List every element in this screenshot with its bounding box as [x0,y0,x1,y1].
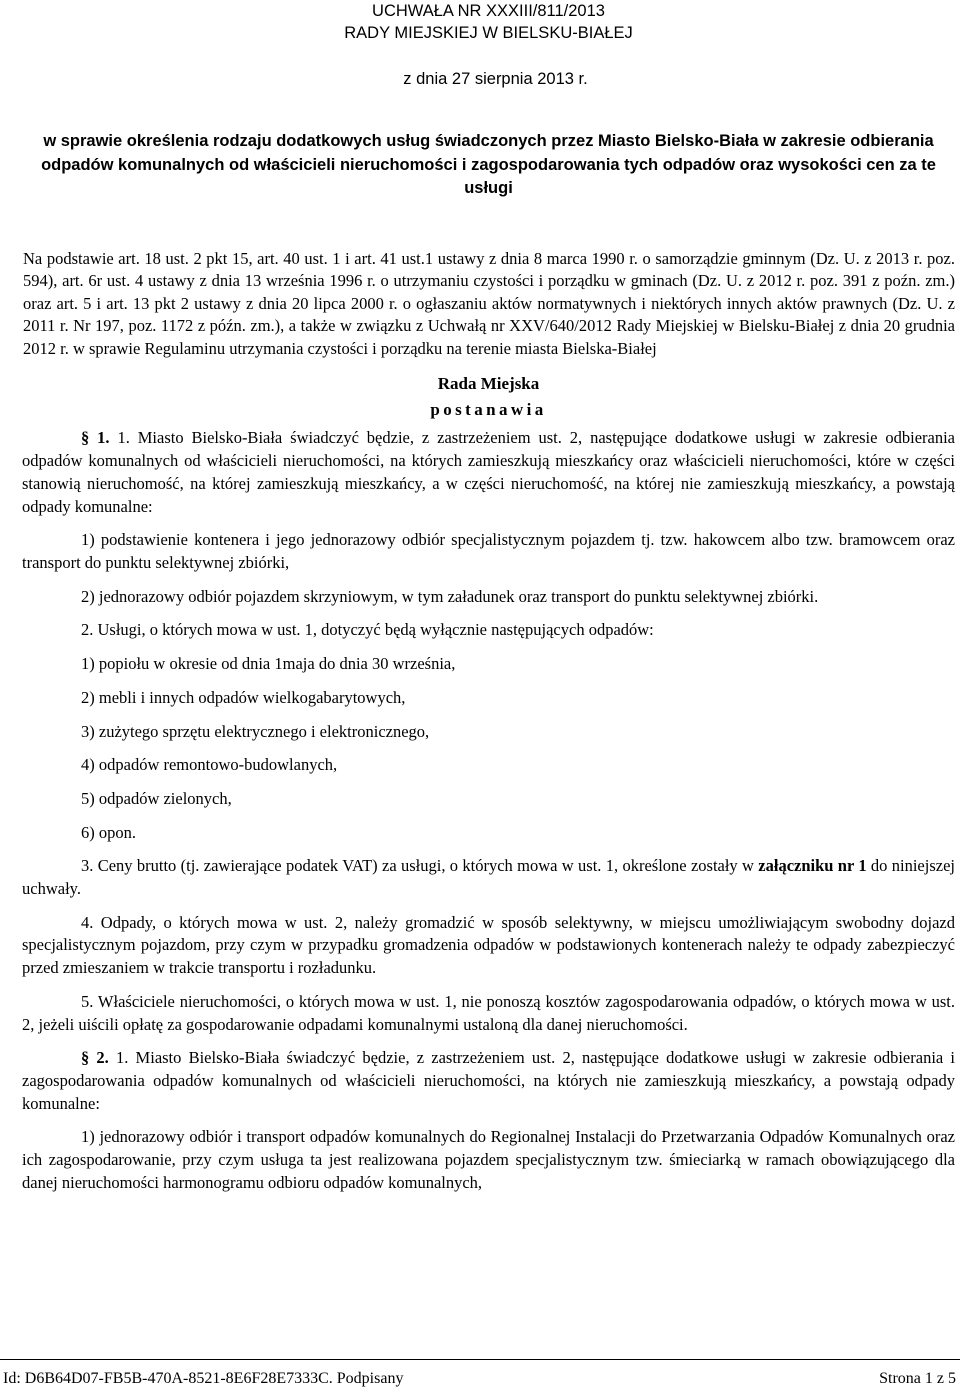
page-number: Strona 1 z 5 [879,1370,956,1387]
attachment-reference: załączniku nr 1 [758,856,867,876]
list-item: 2) mebli i innych odpadów wielkogabarytowych, [81,687,406,707]
council-decision [22,371,955,423]
list-item: 1) popiołu w okresie od dnia 1maja do dnia 30 września, [81,654,456,674]
section-1-number: § 1. [81,428,110,448]
list-item: 4) odpadów remontowo-budowlanych, [81,755,338,775]
section-2-p1-text: 1. Miasto Bielsko-Biała świadczyć będzie, z zastrzeżeniem ust. 2, następujące dodatkowe usługi w zakresie odbierania i zagospodarowania odpadów komunalnych od właścicieli nieruchomości, na których nie zamieszkują mieszkańcy, a powstają odpady komunalne: [22,1048,955,1113]
council-label: Rada Miejska [437,374,540,394]
section-1-paragraph-3 [22,855,955,900]
page-footer [0,1359,960,1392]
list-item: 2) jednorazowy odbiór pojazdem skrzyniowym, w tym załadunek oraz transport do punktu selektywnej zbiórki. [81,586,819,606]
list-item: 5) odpadów zielonych, [81,788,232,808]
section-2-paragraph-1 [22,1047,955,1115]
document-id: Id: D6B64D07-FB5B-470A-8521-8E6F28E7333C. Podpisany [3,1370,404,1387]
resolution-title: UCHWAŁA NR XXXIII/811/2013 [372,2,605,20]
list-item: 6) opon. [81,822,136,842]
legal-basis: Na podstawie art. 18 ust. 2 pkt 15, art. 40 ust. 1 i art. 41 ust.1 ustawy z dnia 8 marca 1990 r. o samorządzie gminnym (Dz. U. z 2013 r. poz. 594), art. 6r ust. 4 ustawy z dnia 13 września 1996 r. o utrzymaniu czystości i porządku w gminach (Dz. U. z 2012 r. poz. 391 z poźn. zm.) oraz art. 5 i art. 13 pkt 2 ustawy z dnia 20 lipca 2000 r. o ogłaszaniu aktów normatywnych i niektórych innych aktów prawnych (Dz. U. z 2011 r. Nr 197, poz. 1172 z późn. zm.), a także w związku z Uchwałą nr XXV/640/2012 Rady Miejskiej w Bielsku-Białej z dnia 20 grudnia 2012 r. w sprawie Regulaminu utrzymania czystości i porządku na terenie miasta Bielska-Białej [23,248,955,358]
resolution-date: z dnia 27 sierpnia 2013 r. [403,70,588,88]
resolution-subject: w sprawie określenia rodzaju dodatkowych usług świadczonych przez Miasto Bielsko-Biała w zakresie odbierania odpadów komunalnych od właścicieli nieruchomości i zagospodarowania tych odpadów oraz wysokości cen za te usługi [41,132,936,197]
document-page [22,0,955,1194]
section-1-paragraph-4: 4. Odpady, o których mowa w ust. 2, należy gromadzić w sposób selektywny, w miejscu umożliwiającym swobodny dojazd specjalistycznym pojazdom, przy czym w przypadku gromadzenia odpadów w podstawionych kontenerach należy te odpady zabezpieczyć przed zmieszaniem w trakcie transportu i rozładunku. [22,912,955,978]
list-item: 1) jednorazowy odbiór i transport odpadów komunalnych do Regionalnej Instalacji do Przetwarzania Odpadów Komunalnych oraz ich zagospodarowanie, przy czym usługa ta jest realizowana pojazdem specjalistycznym tzw. śmieciarką w ramach obowiązującego dla danej nieruchomości harmonogramu odbioru odpadów komunalnych, [22,1127,955,1192]
p3-text-end: do niniejszej uchwały. [22,856,955,899]
list-item: 3) zużytego sprzętu elektrycznego i elektronicznego, [81,721,430,741]
section-2-number: § 2. [81,1048,109,1068]
list-item: 1) podstawienie kontenera i jego jednorazowy odbiór specjalistycznym pojazdem tj. tzw. hakowcem albo tzw. bramowcem oraz transport do punktu selektywnej zbiórki, [22,530,955,572]
section-1-paragraph-5: 5. Właściciele nieruchomości, o których mowa w ust. 1, nie ponoszą kosztów zagospodarowania odpadów, o których mowa w ust. 2, jeżeli uiścili opłatę za gospodarowanie odpadami komunalnymi ustaloną dla danej nieruchomości. [22,991,955,1034]
section-1-p1-text: 1. Miasto Bielsko-Biała świadczyć będzie, z zastrzeżeniem ust. 2, następujące dodatkowe usługi w zakresie odbierania odpadów komunalnych od właścicieli nieruchomości, na których zamieszkują mieszkańcy oraz właścicieli nieruchomości, które w części stanowią nieruchomość, na której zamieszkują mieszkańcy, a w części nieruchomość, na której nie zamieszkują mieszkańcy, a powstają odpady komunalne: [22,428,955,516]
decides-label: postanawia [430,400,547,420]
p3-text-start: 3. Ceny brutto (tj. zawierające podatek VAT) za usługi, o których mowa w ust. 1, określone zostały w [81,856,759,876]
council-name: RADY MIEJSKIEJ W BIELSKU-BIAŁEJ [344,24,633,42]
section-1-paragraph-2: 2. Usługi, o których mowa w ust. 1, dotyczyć będą wyłącznie następujących odpadów: [81,620,654,640]
section-1-paragraph-1 [22,427,955,518]
